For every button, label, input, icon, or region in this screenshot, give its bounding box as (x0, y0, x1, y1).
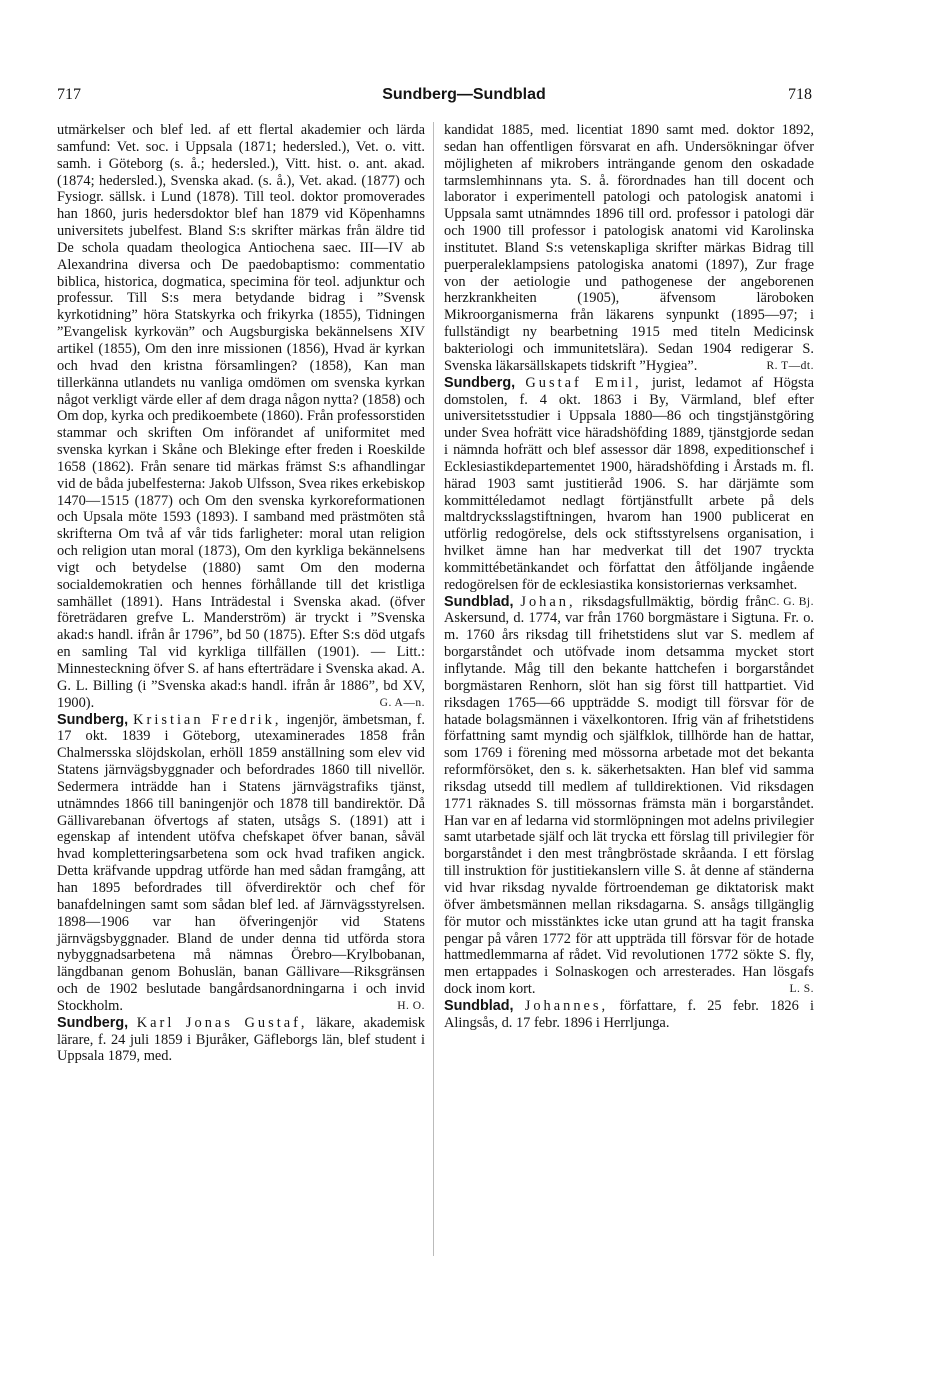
right-column (444, 122, 814, 1032)
entry-headword: Sundberg, (57, 1014, 129, 1031)
entry-sundblad-johannes (444, 998, 814, 1032)
page-number-left: 717 (57, 86, 81, 103)
entry-continuation (444, 122, 814, 375)
author-signature: G. A—n. (379, 696, 425, 709)
author-signature: L. S. (789, 983, 814, 996)
entry-headword: Sundblad, (444, 593, 514, 610)
entry-text: författare, f. 25 febr. 1826 i Alingsås, d. 17 febr. 1896 i Herrljunga. (444, 997, 814, 1031)
entry-headword: Sundblad, (444, 997, 514, 1014)
entry-text: kandidat 1885, med. licentiat 1890 samt med. doktor 1892, sedan han offentligen försvarat en afh. Undersökningar öfver möjligheten af mikrobers inträngande genom den oskadade tarmslemhinnans yta. S. å. förordnades han till docent och laborator i experimentell patologi och patologisk anatomi i Uppsala samt utnämndes 1896 till ord. professor i patologi där och 1900 till professor i patologisk anatomi vid Karolinska institutet. Bland S:s vetenskapliga skrifter märkas Bidrag till puerperaleklampsiens patologiska anatomi (1897), Zur frage von der aetiologie und pathogenese der angeborenen herzkrankheiten (1905), äfvensom läroboken Mikroorganismerna från läkarens synpunkt (1895—97; i fullständigt ny bearbetning 1915 med titeln Medicinsk bakteriologi och immunitetslära). Sedan 1904 redigerar S. Svenska läkarsällskapets tidskrift ”Hygiea”. (444, 122, 814, 374)
page-header (0, 86, 928, 110)
entry-text: riksdagsfullmäktig, bördig från Askersund, d. 1774, var från 1760 borgmästare i Sigtuna. Fr. o. m. 1760 års riksdag till frihetstidens slut var S. medlem af borgarståndet och utöfvade inom detsamma mycket stort inflytande. Måg till den bekante hattchefen i borgarståndet borgmästaren Renhorn, slöt han sig först till hattpartiet. Vid riksdagen 1765—66 uppträdde S. modigt till försvar för de hatade bolagsmännen i växelkontoren. Ifrig vän af frihetstidens författning samt myndig och själfklok, tillhörde han de hattar, som 1769 i förening med mössorna arbetade mot det bekanta reformförsöket, den s. k. säkerhetsakten. Han blef vid samma riksdag utsedd till medlem af tulldirektionen. Vid riksdagen 1771 räknades S. till mössornas främsta män i borgarståndet. Han var en af ledarna vid stormlöpningen mot adelns privilegier samt utarbetade själf och lät trycka ett förslag till privilegier för borgarståndet i den mest trångbröstade skråanda. I ett förslag till instruktion för justitiekanslern ville S. åt denne af ständerna vid hvar riksdag nyvalde förtroendeman ge diktatorisk makt öfver ämbetsmännen mellan riksdagarna. S. ansågs tillgänglig för mutor och misstänktes icke utan grund att ha tagit franska pengar på våren 1772 för att uppträda till försvar för de hotade hattmedlemmarna af rådet. Vid revolutionen 1772 sökte S. fly, men ertappades i Solnaskogen och arresterades. Han lösgafs dock inom kort. (444, 593, 814, 998)
entry-text: jurist, ledamot af Högsta domstolen, f. 4 okt. 1863 i By, Värmland, blef efter universitetsstudier i Uppsala 1880—86 och tingstjänstgöring under Svea hofrätt vice häradshöfding 1889, tjänstgjorde sedan i nämnda hofrätt och blef assessor där 1898, expeditionschef i Ecklesiastikdepartementet 1900, häradshöfding i Årstads m. fl. härad 1903 samt justitieråd 1906. S. har därjämte som kommittéledamot nedlagt förtjänstfullt arbete på dels maltdrycksslagstiftningen, hvarom han 1900 publicerat en utförlig redogörelse, dels ock stiftsstyrelsens organisation, i hvilket ämne han har medverkat till det 1907 tryckta kommittébetänkandet och författat den åtföljande ingående redogörelsen för de ecklesiastika konsistoriernas verksamhet. (444, 374, 814, 593)
author-signature: H. O. (397, 999, 425, 1012)
entry-sundberg-kristian (57, 712, 425, 1015)
author-signature: R. T—dt. (766, 359, 814, 372)
entry-sundberg-karl (57, 1015, 425, 1066)
column-divider (433, 122, 434, 1256)
entry-text: utmärkelser och blef led. af ett flertal akademier och lärda samfund: Vet. soc. i Uppsala (1871; hedersled.), Vet. o. vitt. samh. i Göteborg (s. å.; hedersled.), Vitt. hist. o. ant. akad. (1874; hedersled.), Svenska akad. (s. å.), Vet. akad. (1877) och Fysiogr. sällsk. i Lund (1878). Till teol. doktor promoverades han 1860, juris hedersdoktor blef han 1879 vid Köpenhamns universitets jubelfest. Bland S:s skrifter märkas från äldre tid De schola quadam theologica Antiochena saec. III—IV ab Alexandrina diversa och De paedobaptismo: commentatio biblica, historica, dogmatica, specimina för teol. adjunktur och professur. Till S:s mera betydande bidrag i ”Svensk kyrkotidning” höra Statskyrka och frikyrka (1855), Tidningen ”Evangelisk kyrkovän” och Augsburgiska bekännelsens XIV artikel (1855), Om den inre missionen (1856), Hvad är kyrkan och hvad den kristna församlingen? (1858), Kan man tillerkänna utlandets nu vanliga omdömen om svenska kyrkan något verkligt värde eller af dem draga någon nytta? (1858) och Om dop, kyrka och predikoembete (1860). Från professorstiden stammar och skriften Om införandet af uniformitet med svenska kyrkan i Skåne och Blekinge efter freden i Roeskilde 1658 (1862). Från senare tid märkas främst S:s afhandlingar vid de båda jubelfesterna: Jakob Ulfsson, Svea rikes erkebiskop 1470—1515 (1877) och Om den svenska kyrkoreformationen och Upsala möte 1593 (1893). I samband med prästmöten stå skrifterna Om två af vår tids farligheter: moral utan religion och religion utan moral (1873), Om den kyrkliga bekännelsens vigt och betydelse (1880) samt Om den moderna socialdemokratien och hennes förhållande till det kristliga samhället (1891). Hans Inträdestal i Svenska akad. (öfver företrädaren grefve L. Manderström) är tryckt i ”Svenska akad:s handl. ifrån år 1796”, bd 50 (1875). Efter S:s död utgafs en samling Tal vid kyrkliga tillfällen (1901). — Litt.: Minnesteckning öfver S. af hans efterträdare i Svenska akad. A. G. L. Billing (i ”Svenska akad:s handl. ifrån år 1886”, bd XV, 1900). (57, 122, 425, 711)
entry-sundblad-johan (444, 594, 814, 998)
left-column (57, 122, 425, 1065)
entry-text: läkare, akademisk lärare, f. 24 juli 1859 i Bjuråker, Gäfleborgs län, blef student i Uppsala 1879, med. (57, 1014, 425, 1065)
entry-names: Karl Jonas Gustaf, (136, 1014, 308, 1031)
entry-names: Johan, (520, 593, 576, 610)
entry-continuation (57, 122, 425, 712)
entry-headword: Sundberg, (57, 711, 129, 728)
entry-text: ingenjör, ämbetsman, f. 17 okt. 1839 i Göteborg, utexaminerades 1858 från Chalmersska slöjdskolan, erhöll 1859 anställning som elev vid Statens järnvägsbyggnader och befordrades 1860 till nivellör. Sedermera inträdde han i Statens järnvägstrafiks tjänst, utnämndes 1866 till baningenjör och 1878 till bandirektör. Då Gällivarebanan öfvertogs af staten, utsågs S. (1891) att i egenskap af intendent utöfva chefskapet öfver banan, såväl hvad kompletteringsarbetena som ock hvad trafiken angick. Detta kräfvande uppdrag utförde han med sådan framgång, att han 1895 befordrades till öfverdirektör och chef för banafdelningen samt som sådan blef led. af Järnvägsstyrelsen. 1898—1906 var han öfveringenjör vid Statens järnvägsbyggnader. Bland de under denna tid utförda stora nybyggnadsarbetena må nämnas Örebro—Krylbobanan, längdbanan genom Bohuslän, banan Gällivare—Riksgränsen och de 1902 beslutade bangårdsanordningarna i och invid Stockholm. (57, 711, 425, 1014)
entry-names: Gustaf Emil, (525, 374, 642, 391)
author-signature: C. G. Bj. (768, 595, 814, 608)
entry-headword: Sundberg, (444, 374, 516, 391)
page-number-right: 718 (788, 86, 812, 103)
entry-names: Kristian Fredrik, (133, 711, 282, 728)
entry-names: Johannes, (524, 997, 609, 1014)
running-title: Sundberg—Sundblad (382, 86, 546, 103)
